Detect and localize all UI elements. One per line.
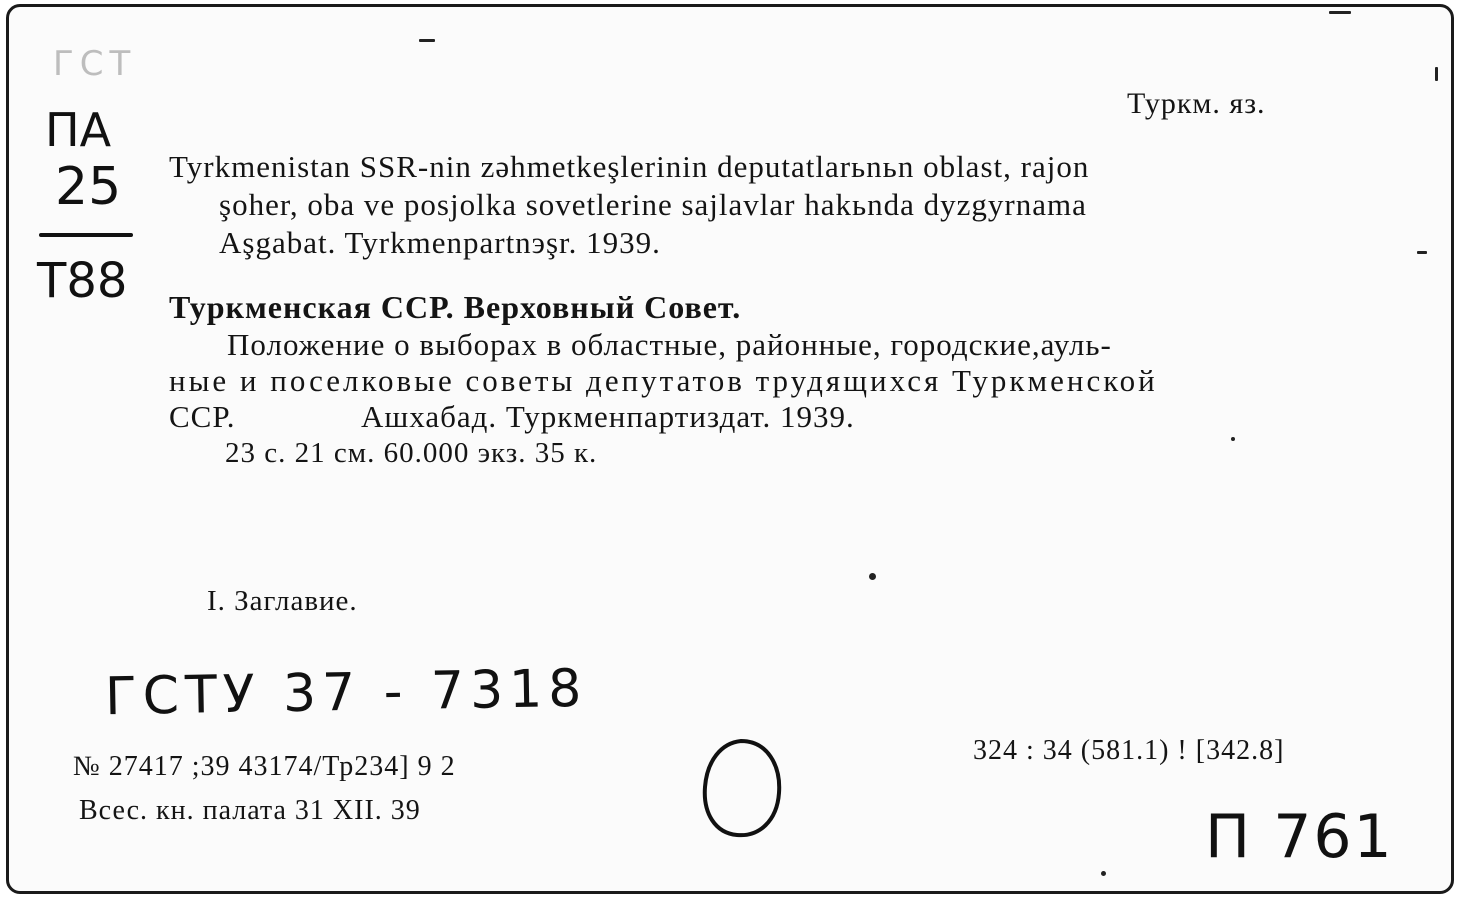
language-note: Туркм. яз. [1127, 87, 1266, 120]
registration-number: № 27417 ;39 43174/Тр234] 9 2 [73, 751, 456, 782]
hand-drawn-circle [695, 735, 787, 843]
scan-speck [1417, 251, 1427, 254]
call-number-line1: ПА [45, 103, 112, 157]
call-number-line3: Т88 [37, 253, 128, 309]
call-number-line2: 25 [55, 157, 122, 217]
corner-mark: ГСТ [53, 44, 137, 84]
handwritten-shelf-code: П 761 [1205, 802, 1394, 872]
scan-speck [1329, 11, 1351, 14]
russian-entry-line1: Положение о выборах в областные, районные, городские,ауль- [227, 327, 1112, 362]
catalog-card [6, 4, 1454, 894]
russian-entry-line2: ные и поселковые советы депутатов трудящихся Туркменской [169, 363, 1158, 398]
scan-speck [1231, 437, 1235, 441]
scan-speck [1435, 67, 1438, 81]
turkmen-entry-line2: şoher, oba ve posjolka sovetlerine sajlavlar hakьnda dyzgyrnama [219, 187, 1087, 222]
russian-physical-description: 23 с. 21 см. 60.000 экз. 35 к. [225, 437, 598, 469]
book-chamber-note: Всес. кн. палата 31 XII. 39 [79, 795, 421, 826]
scan-speck [869, 573, 876, 580]
turkmen-entry-line1: Tyrkmenistan SSR-nin zəhmetkeşlerinin deputatlarьnьn oblast, rajon [169, 149, 1090, 184]
handwritten-inventory-number: ГСТУ 37 - 7318 [104, 658, 588, 728]
russian-imprint: Ашхабад. Туркменпартиздат. 1939. [361, 399, 855, 434]
scan-speck [419, 39, 435, 42]
classification-index: 324 : 34 (581.1) ! [342.8] [973, 735, 1285, 766]
russian-entry-line3: ССР. [169, 399, 236, 434]
call-number-divider [39, 233, 133, 237]
turkmen-entry-line3: Aşgabat. Tyrkmenpartnэşr. 1939. [219, 225, 661, 260]
russian-heading: Туркменская ССР. Верховный Совет. [169, 289, 742, 325]
scan-speck [1101, 871, 1106, 876]
tracing-title: I. Заглавие. [207, 585, 358, 617]
